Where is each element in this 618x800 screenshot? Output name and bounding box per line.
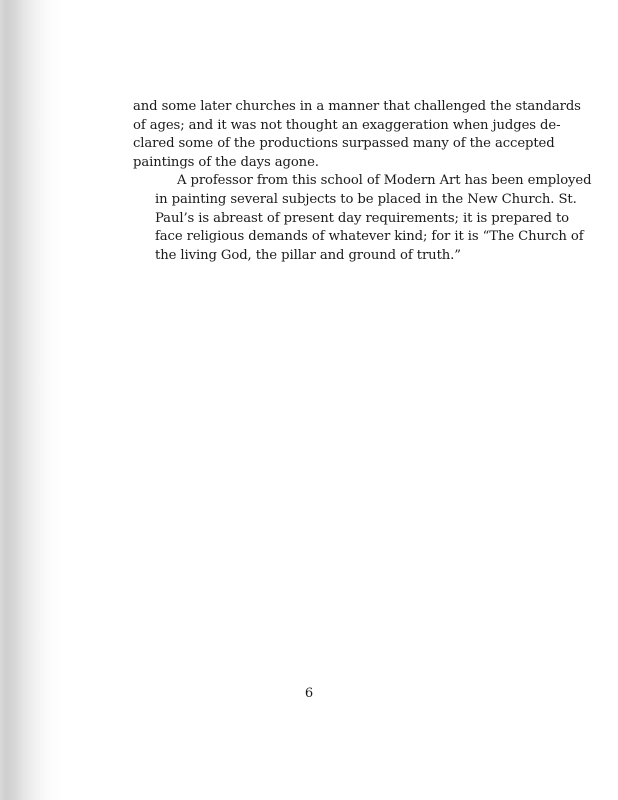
text-line: face religious demands of whatever kind; for it is “The Church of [155, 229, 584, 245]
text-line: Paul’s is abreast of present day requirements; it is prepared to [155, 210, 569, 226]
text-line: paintings of the days agone. [133, 154, 319, 170]
paragraph-1 [133, 98, 581, 172]
text-line: A professor from this school of Modern Art has been employed [177, 173, 592, 189]
text-line: clared some of the productions surpassed many of the accepted [133, 136, 555, 152]
page-number: 6 [304, 686, 314, 701]
text-line: the living God, the pillar and ground of truth.” [155, 247, 461, 263]
text-line: in painting several subjects to be placed in the New Church. St. [155, 191, 577, 207]
body-text [133, 98, 592, 265]
paragraph-2 [133, 172, 592, 265]
text-line: and some later churches in a manner that challenged the standards [133, 99, 581, 114]
text-line: of ages; and it was not thought an exaggeration when judges de- [133, 117, 561, 133]
